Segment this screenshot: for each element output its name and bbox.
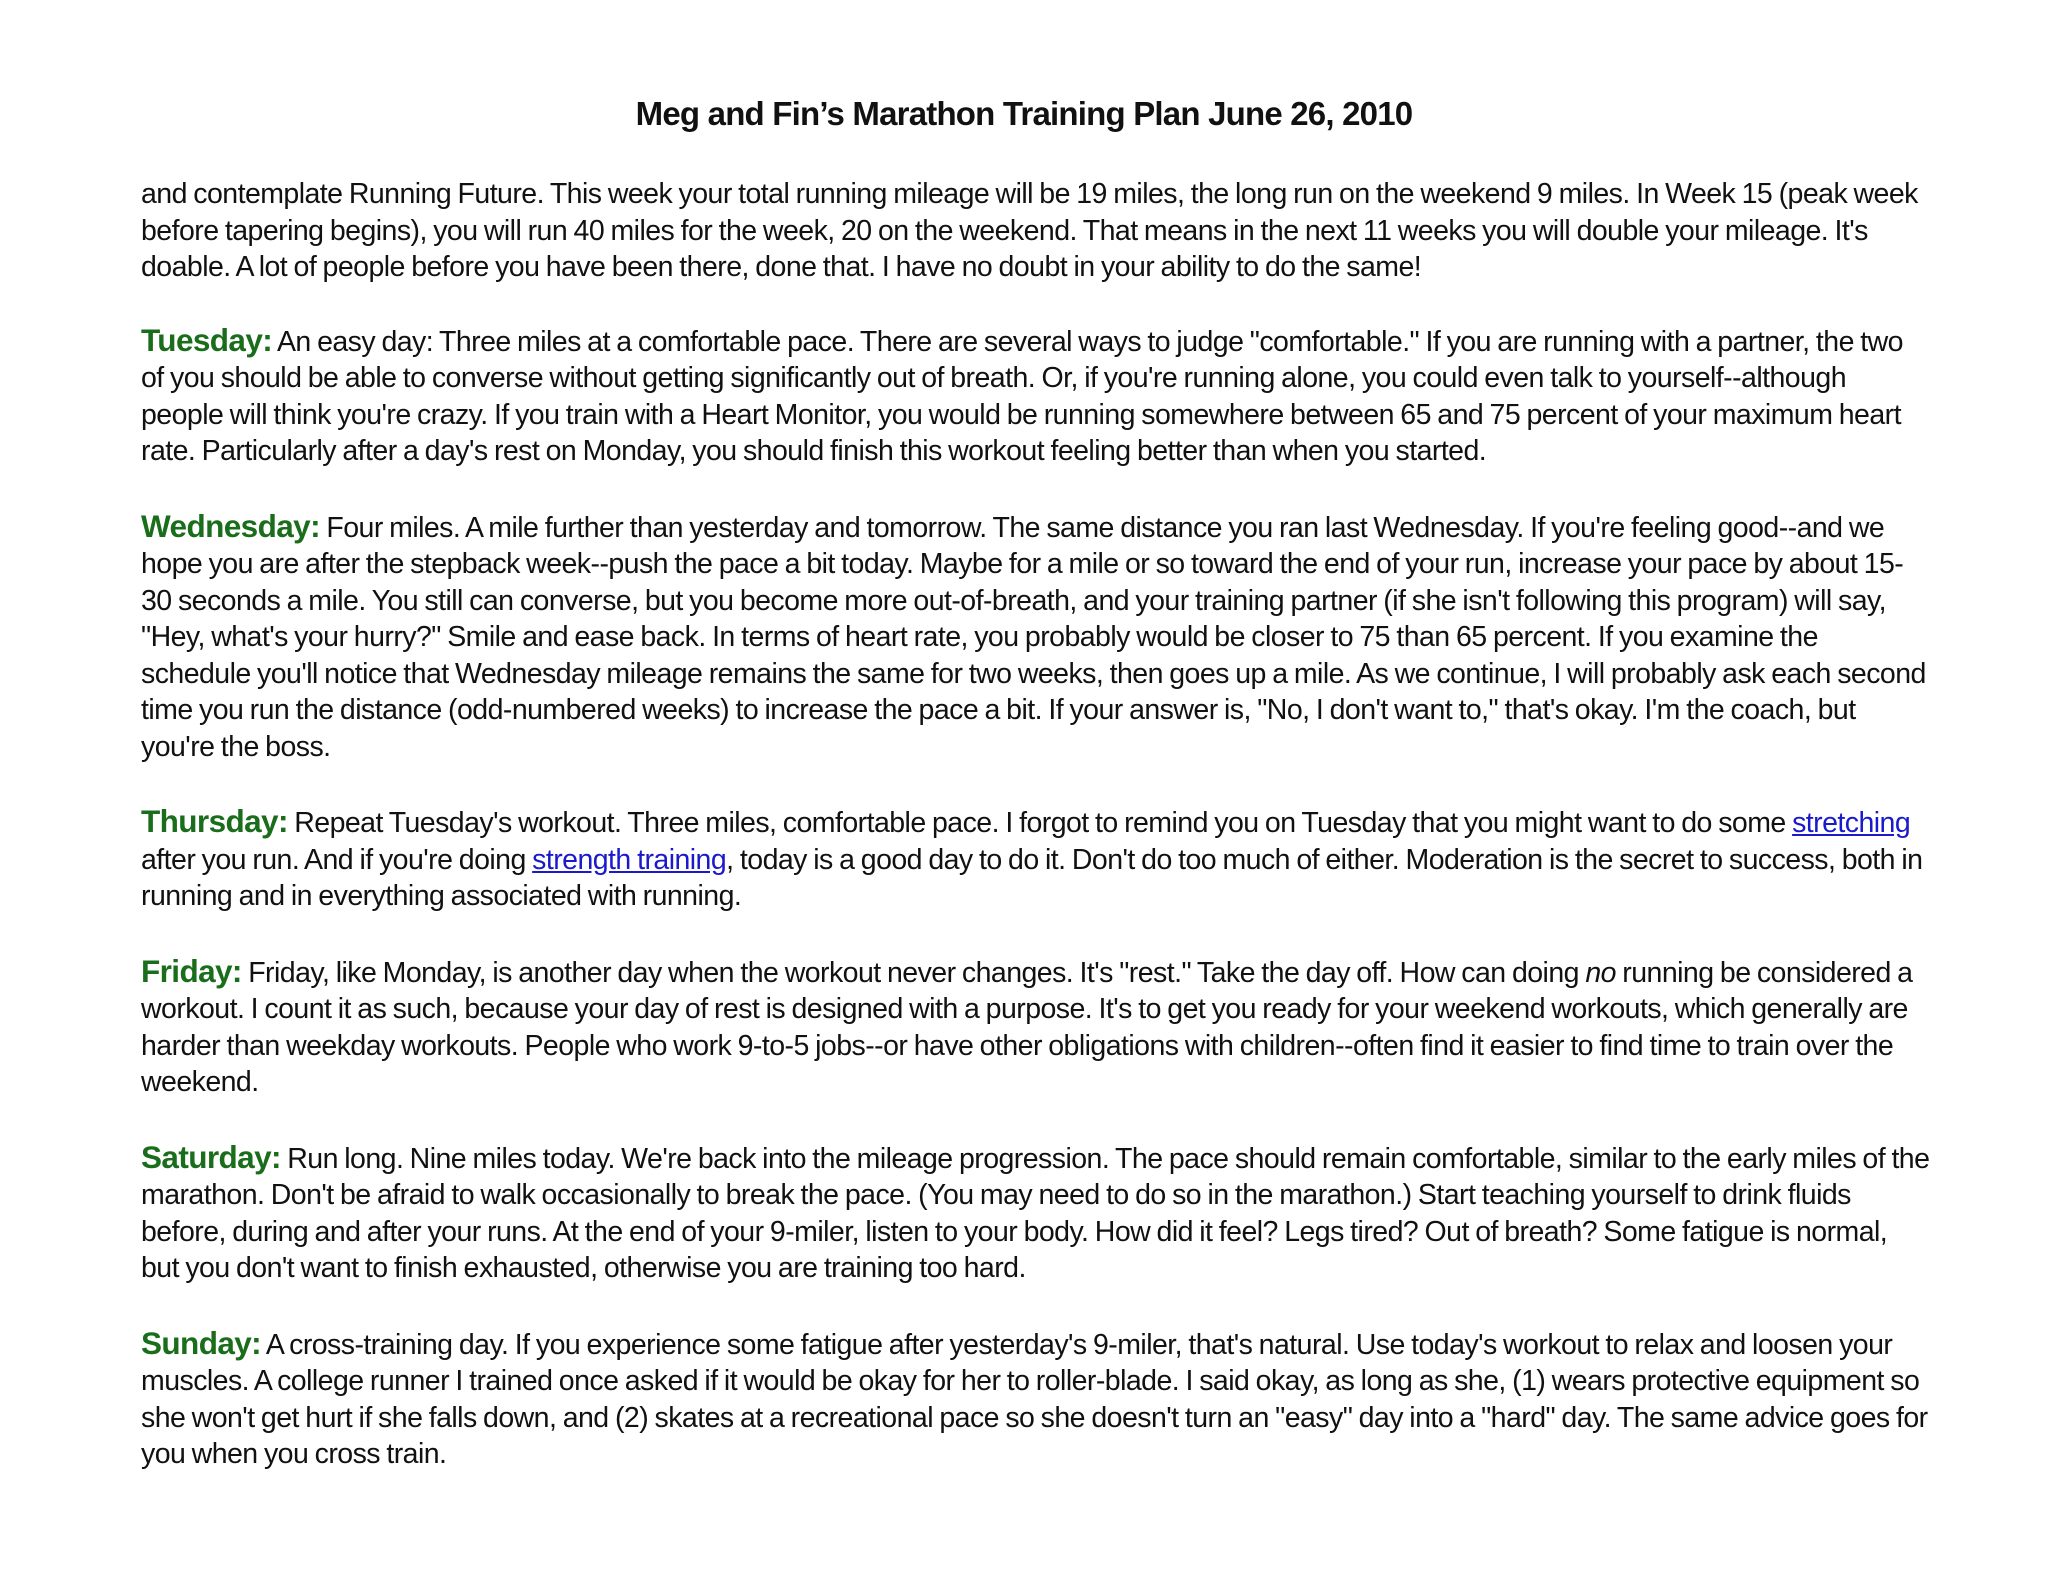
page-title: Meg and Fin’s Marathon Training Plan June 26, 2010 [635,95,1413,132]
sunday-paragraph [141,1325,1931,1473]
strength-training-link[interactable]: strength training [532,843,727,876]
day-heading-sunday: Sunday: [141,1324,262,1361]
day-heading-friday: Friday: [141,952,242,989]
thursday-paragraph [141,803,1931,915]
friday-emphasis: no [1585,956,1616,989]
document-body [141,176,1931,1511]
thursday-text-part-1: Repeat Tuesday's workout. Three miles, comfortable pace. I forgot to remind you on Tuesday that you might want to do some [294,807,1786,839]
intro-text: and contemplate Running Future. This week your total running mileage will be 19 miles, the long run on the weekend 9 miles. In Week 15 (peak week before tapering begins), you will run 40 miles for the week, 20 on the weekend. That means in the next 11 weeks you will double your mileage. It's doable. A lot of people before you have been there, done that. I have no doubt in your ability to do the same! [141,178,1918,283]
friday-text-part-2: running be considered a workout. I count it as such, because your day of rest is designed with a purpose. It's to get you ready for your weekend workouts, which generally are harder than weekday workouts. People who work 9-to-5 jobs--or have other obligations with children--often find it easier to find time to train over the weekend. [141,956,1913,1098]
day-heading-thursday: Thursday: [141,803,288,839]
stretching-link[interactable]: stretching [1792,807,1911,839]
wednesday-paragraph [141,508,1931,766]
intro-paragraph [141,176,1931,286]
saturday-text: Run long. Nine miles today. We're back into the mileage progression. The pace should remain comfortable, similar to the early miles of the marathon. Don't be afraid to walk occasionally to break the pace. (You may need to do so in the marathon.) Start teaching yourself to drink fluids before, during and after your runs. At the end of your 9-miler, listen to your body. How did it feel? Legs tired? Out of breath? Some fatigue is normal, but you don't want to finish exhausted, otherwise you are training too hard. [141,1142,1930,1284]
tuesday-text: An easy day: Three miles at a comfortable pace. There are several ways to judge "comfortable." If you are running with a partner, the two of you should be able to converse without getting significantly out of breath. Or, if you're running alone, you could even talk to yourself--although people will think you're crazy. If you train with a Heart Monitor, you would be running somewhere between 65 and 75 percent of your maximum heart rate. Particularly after a day's rest on Monday, you should finish this workout feeling better than when you started. [141,325,1903,467]
friday-text-part-1: Friday, like Monday, is another day when the workout never changes. It's "rest." Take the day off. How can doing [248,956,1579,989]
sunday-text: A cross-training day. If you experience some fatigue after yesterday's 9-miler, that's natural. Use today's workout to relax and loosen your muscles. A college runner I trained once asked if it would be okay for her to roller-blade. I said okay, as long as she, (1) wears protective equipment so she won't get hurt if she falls down, and (2) skates at a recreational pace so she doesn't turn an "easy" day into a "hard" day. The same advice goes for you when you cross train. [141,1328,1928,1470]
day-heading-saturday: Saturday: [141,1138,281,1175]
saturday-paragraph [141,1139,1931,1287]
wednesday-text: Four miles. A mile further than yesterday and tomorrow. The same distance you ran last Wednesday. If you're feeling good--and we hope you are after the stepback week--push the pace a bit today. Maybe for a mile or so toward the end of your run, increase your pace by about 15-30 seconds a mile. You still can converse, but you become more out-of-breath, and your training partner (if she isn't following this program) will say, "Hey, what's your hurry?" Smile and ease back. In terms of heart rate, you probably would be closer to 75 than 65 percent. If you examine the schedule you'll notice that Wednesday mileage remains the same for two weeks, then goes up a mile. As we continue, I will probably ask each second time you run the distance (odd-numbered weeks) to increase the pace a bit. If your answer is, "No, I don't want to," that's okay. I'm the coach, but you're the boss. [141,511,1926,763]
thursday-text-part-3: , today is a good day to do it. Don't do too much of either. Moderation is the secret to success, both in running and in everything associated with running. [141,843,1923,912]
tuesday-paragraph [141,322,1931,470]
day-heading-wednesday: Wednesday: [141,507,320,544]
friday-paragraph [141,953,1931,1101]
thursday-text-part-2: after you run. And if you're doing [141,843,526,876]
day-heading-tuesday: Tuesday: [141,321,273,358]
